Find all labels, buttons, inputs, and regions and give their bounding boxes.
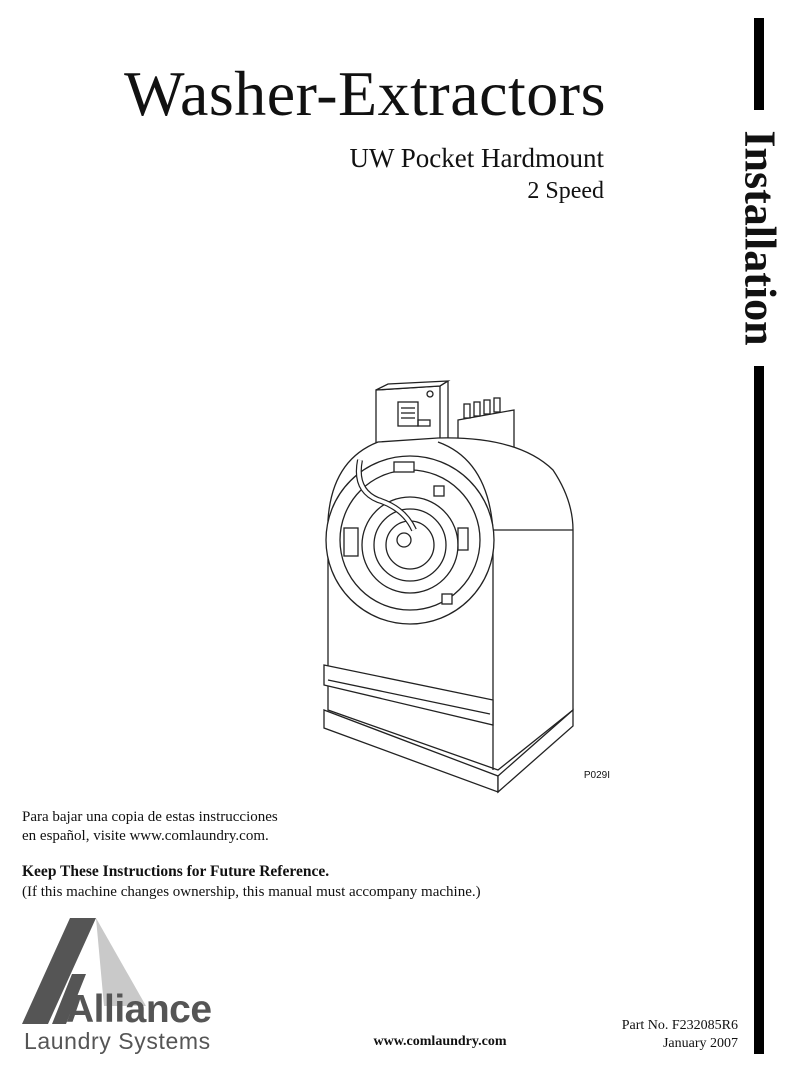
- logo-tagline: Laundry Systems: [24, 1028, 211, 1054]
- document-subtitle: UW Pocket Hardmount: [349, 143, 604, 173]
- document-title: Washer-Extractors: [124, 58, 606, 129]
- keep-instructions-heading: Keep These Instructions for Future Reference.: [22, 863, 330, 880]
- side-rule-top: [754, 18, 764, 110]
- part-number: Part No. F232085R6: [621, 1018, 738, 1033]
- speed-label: 2 Speed: [527, 178, 604, 204]
- washer-extractor-illustration: [318, 380, 608, 800]
- publication-date: January 2007: [662, 1036, 738, 1051]
- figure-code: P029I: [583, 770, 610, 781]
- section-tab: [735, 118, 785, 358]
- spanish-note-line-2: en español, visite www.comlaundry.com.: [22, 828, 269, 844]
- spanish-note-line-1: Para bajar una copia de estas instrucciones: [22, 809, 278, 825]
- ownership-note: (If this machine changes ownership, this manual must accompany machine.): [22, 884, 481, 900]
- logo-wordmark: Alliance: [66, 988, 212, 1031]
- part-info: [560, 1017, 738, 1053]
- website-link[interactable]: www.comlaundry.com: [373, 1034, 507, 1049]
- spanish-note: [22, 808, 442, 846]
- section-tab-label: Installation: [735, 130, 785, 346]
- side-rule-bottom: [754, 366, 764, 1054]
